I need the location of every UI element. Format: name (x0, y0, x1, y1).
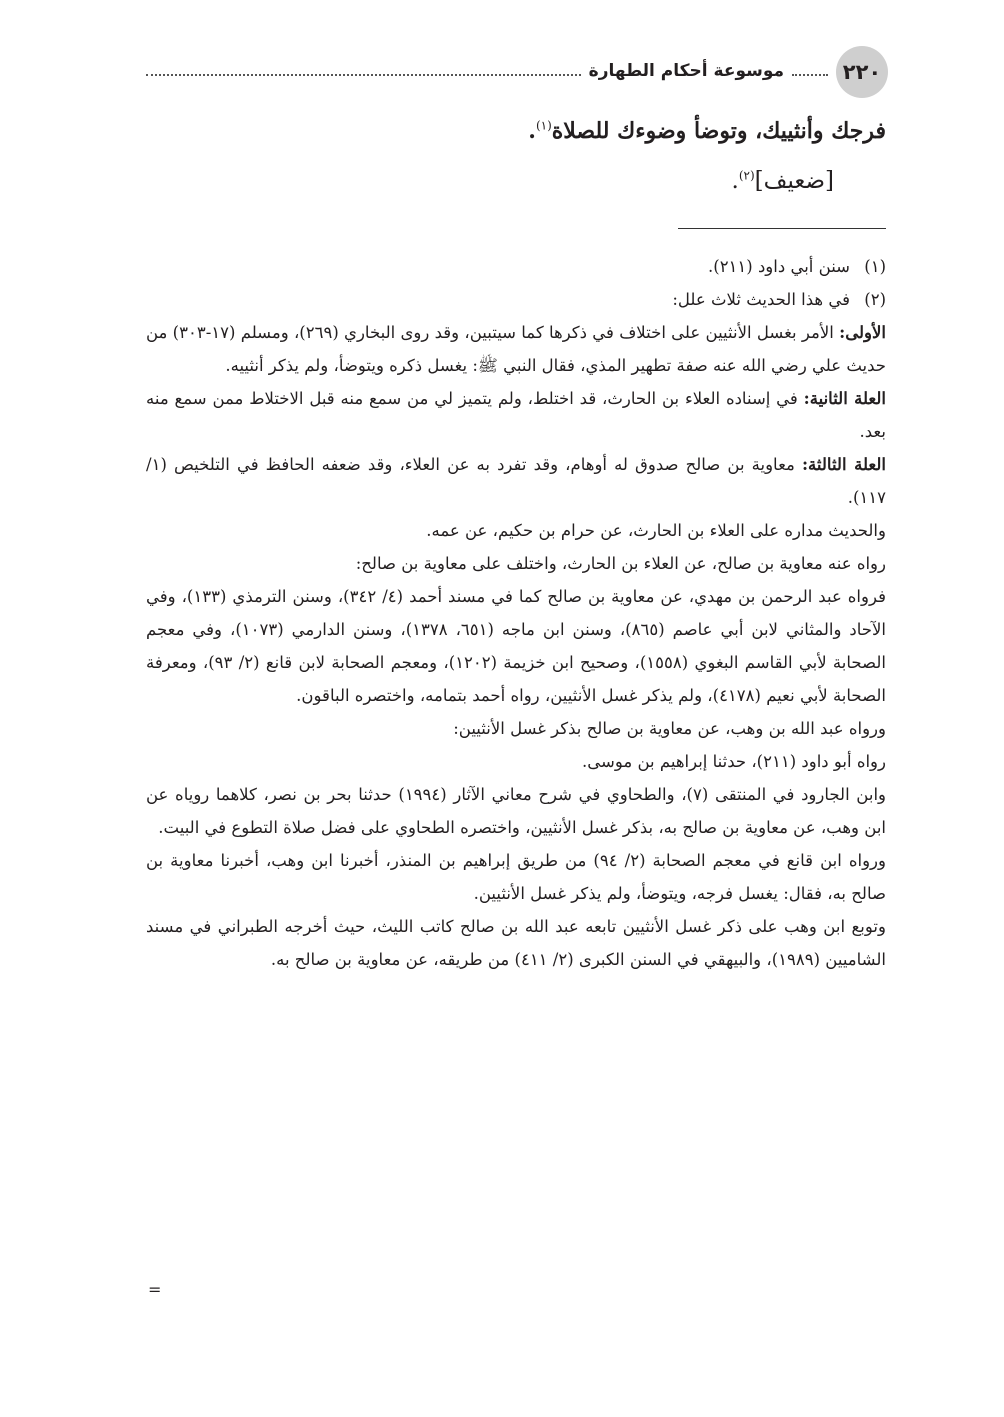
illa-label: العلة الثالثة: (801, 455, 887, 474)
header-title-row (146, 57, 828, 85)
verdict-line (118, 158, 886, 204)
verdict-end: . (731, 168, 739, 194)
paragraph: فرواه عبد الرحمن بن مهدي، عن معاوية بن صالح كما في مسند أحمد (٤/ ٣٤٢)، وسنن الترمذي (١٣٣)، وفي الآحاد والمثاني لابن أبي عاصم (٨٦٥)، وسنن ابن ماجه (٦٥١، ١٣٧٨)، وسنن الدارمي (١٠٧٣)، وفي معجم الصحابة لأبي القاسم البغوي (١٥٥٨)، وصحيح ابن خزيمة (١٢٠٢)، ومعجم الصحابة لابن قانع (٢/ ٩٣)، ومعرفة الصحابة لأبي نعيم (٤١٧٨)، ولم يذكر غسل الأنثيين، رواه أحمد بتمامه، واختصره الباقون. (146, 587, 886, 705)
paragraph: ورواه ابن قانع في معجم الصحابة (٢/ ٩٤) من طريق إبراهيم بن المنذر، أخبرنا ابن وهب، أخبرنا معاوية بن صالح به، فقال: يغسل فرجه، ويتوضأ، ولم يذكر غسل الأنثيين. (146, 851, 886, 903)
footnote-text: في هذا الحديث ثلاث علل: (672, 290, 850, 309)
footnote-ref-1: (١) (535, 118, 552, 133)
paragraph: ورواه عبد الله بن وهب، عن معاوية بن صالح بذكر غسل الأنثيين: (453, 719, 886, 738)
continuation-mark: = (148, 1280, 162, 1299)
page-number: ٢٢٠ (836, 46, 888, 98)
book-title: موسوعة أحكام الطهارة (588, 61, 784, 81)
illa-second (146, 382, 886, 448)
footnote-number: (١) (864, 257, 886, 276)
footnotes (146, 250, 886, 976)
paragraph: والحديث مداره على العلاء بن الحارث، عن حرام بن حكيم، عن عمه. (426, 521, 886, 540)
paragraph: وتوبع ابن وهب على ذكر غسل الأنثيين تابعه عبد الله بن صالح كاتب الليث، حيث أخرجه الطبراني في مسند الشاميين (١٩٨٩)، والبيهقي في السنن الكبرى (٢/ ٤١١) من طريقه، عن معاوية بن صالح به. (146, 917, 886, 969)
footnote-text: سنن أبي داود (٢١١). (708, 257, 850, 276)
paragraph: وابن الجارود في المنتقى (٧)، والطحاوي في شرح معاني الآثار (١٩٩٤) حدثنا بحر بن نصر، كلاهما روياه عن ابن وهب، عن معاوية بن صالح به، بذكر غسل الأنثيين، واختصره الطحاوي على فضل صلاة التطوع في البيت. (146, 785, 886, 837)
footnote-separator (678, 228, 886, 229)
header-dotted-rule-left (146, 72, 581, 76)
paragraph: رواه أبو داود (٢١١)، حدثنا إبراهيم بن موسى. (582, 752, 886, 771)
footnote-2 (146, 283, 886, 316)
illa-label: العلة الثانية: (803, 389, 886, 408)
illa-text: معاوية بن صالح صدوق له أوهام، وقد تفرد به عن العلاء، وقد ضعفه الحافظ في التلخيص (١/ ١١٧). (146, 455, 886, 507)
illa-text: الأمر بغسل الأنثيين على اختلاف في ذكرها كما سيتبين، وقد روى البخاري (٢٦٩)، ومسلم (١٧-٣٠٣) من حديث علي رضي الله عنه صفة تطهير المذي، فقال النبي ﷺ: يغسل ذكره ويتوضأ، ولم يذكر أنثييه. (146, 323, 886, 375)
hadith-text: فرجك وأنثييك، وتوضأ وضوءك للصلاة (551, 118, 886, 144)
header-dotted-rule-right (792, 72, 828, 76)
verdict-text: [ضعيف] (754, 168, 834, 194)
footnote-1 (146, 250, 886, 283)
paragraph: رواه عنه معاوية بن صالح، عن العلاء بن الحارث، واختلف على معاوية بن صالح: (355, 554, 886, 573)
hadith-text-line (118, 108, 886, 154)
illa-first (146, 316, 886, 382)
main-text (118, 108, 886, 204)
footnote-number: (٢) (864, 290, 886, 309)
illa-third (146, 448, 886, 514)
hadith-text-end: . (528, 118, 536, 144)
illa-text: في إسناده العلاء بن الحارث، قد اختلط، ولم يتميز لي من سمع منه قبل الاختلاط ممن سمع منه بعد. (146, 389, 886, 441)
running-header (146, 42, 888, 102)
illa-label: الأولى: (839, 323, 886, 342)
footnote-ref-2: (٢) (738, 168, 755, 183)
